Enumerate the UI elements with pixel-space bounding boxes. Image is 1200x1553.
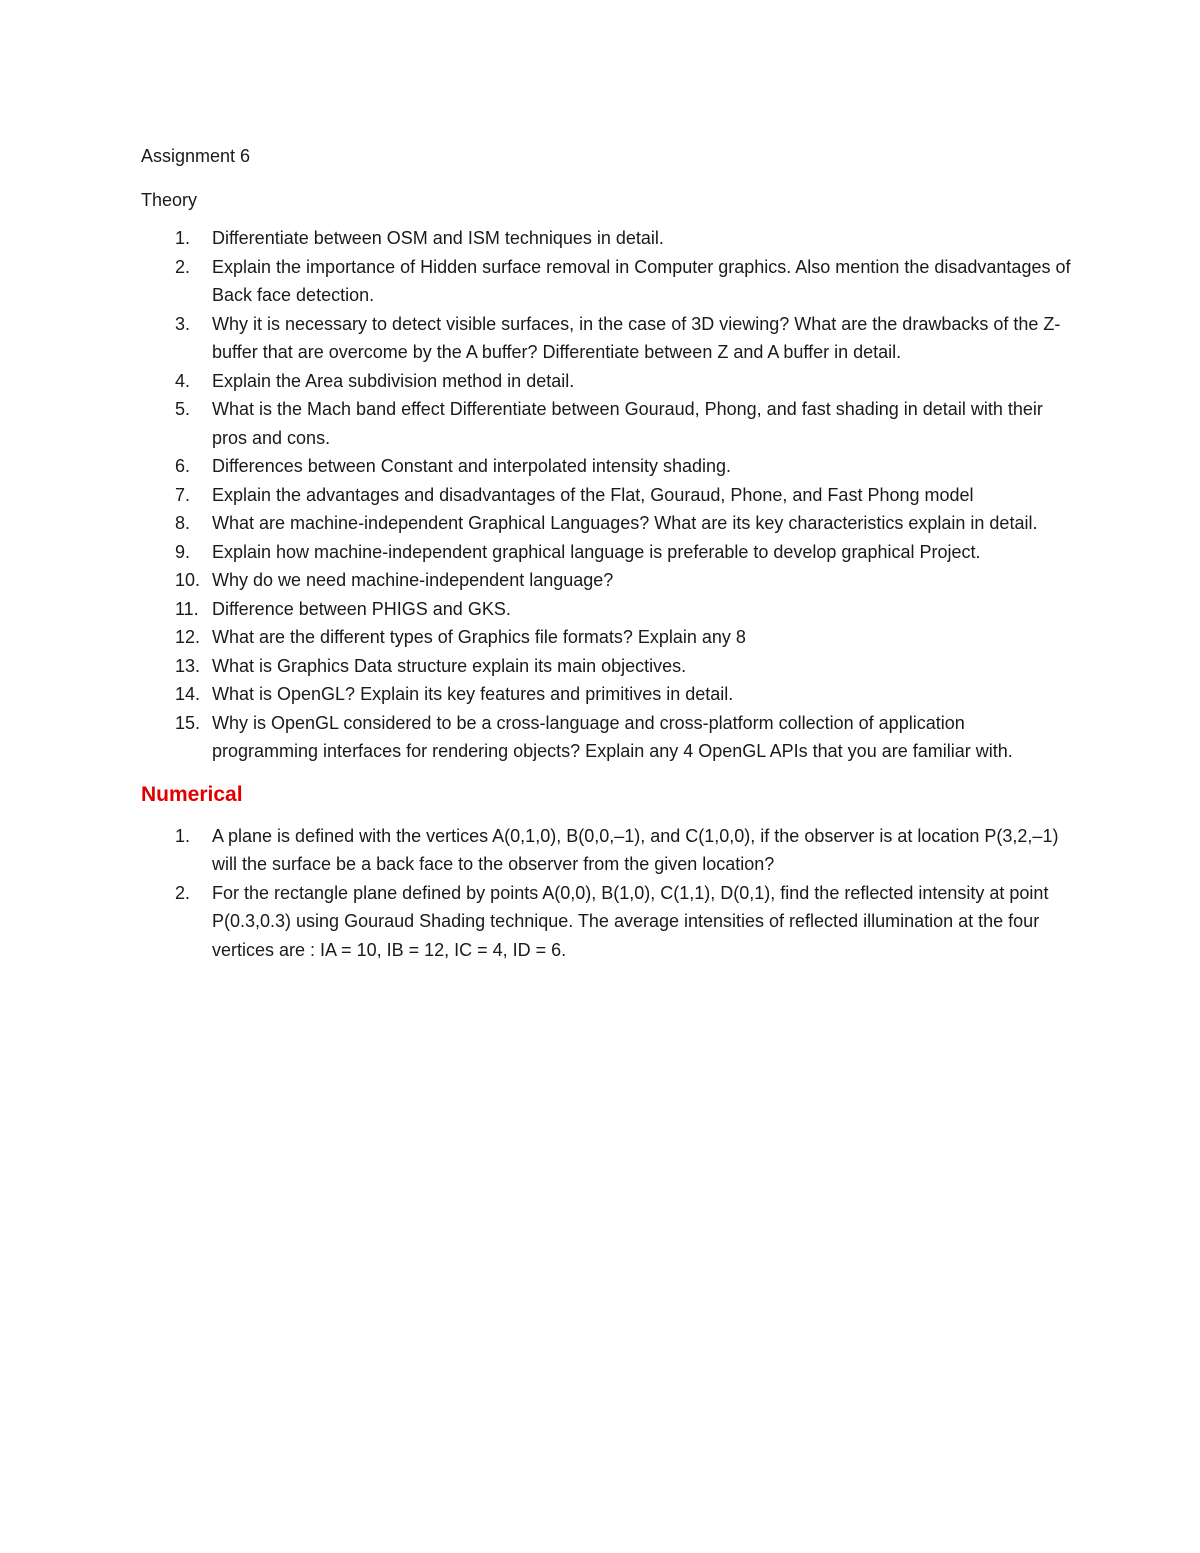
list-item [141, 481, 1071, 510]
question-number: 10. [175, 570, 201, 590]
question-text: What is the Mach band effect Differentiate between Gouraud, Phong, and fast shading in detail with their pros and cons. [212, 399, 1043, 448]
list-item [141, 538, 1071, 567]
document-body [141, 142, 1071, 974]
question-text: Explain the advantages and disadvantages of the Flat, Gouraud, Phone, and Fast Phong model [212, 484, 974, 505]
question-number: 9. [175, 541, 191, 562]
question-text: A plane is defined with the vertices A(0,1,0), B(0,0,–1), and C(1,0,0), if the observer is at location P(3,2,–1) will the surface be a back face to the observer from the given location? [212, 825, 1059, 874]
question-number: 1. [175, 228, 191, 248]
question-text: What are the different types of Graphics file formats? Explain any 8 [212, 627, 746, 647]
list-item [141, 652, 1071, 681]
document-title: Assignment 6 [141, 146, 251, 166]
numerical-question-list [141, 822, 1071, 965]
question-number: 4. [175, 370, 191, 391]
question-number: 2. [175, 882, 191, 903]
question-text: What is Graphics Data structure explain its main objectives. [212, 655, 687, 676]
question-text: Why is OpenGL considered to be a cross-language and cross-platform collection of application programming interfaces for rendering objects? Explain any 4 OpenGL APIs that you are familiar with. [212, 712, 1013, 761]
question-text: Differentiate between OSM and ISM techniques in detail. [212, 228, 664, 248]
question-text: Why it is necessary to detect visible surfaces, in the case of 3D viewing? What are the drawbacks of the Z-buffer that are overcome by the A buffer? Differentiate between Z and A buffer in detail. [212, 313, 1061, 362]
list-item [141, 595, 1071, 624]
list-item [141, 310, 1071, 367]
theory-section-label: Theory [141, 189, 198, 210]
question-number: 15. [175, 712, 201, 733]
question-number: 6. [175, 456, 191, 476]
question-number: 12. [175, 627, 201, 647]
question-text: Why do we need machine-independent language? [212, 570, 614, 590]
list-item [141, 253, 1071, 310]
question-text: For the rectangle plane defined by points A(0,0), B(1,0), C(1,1), D(0,1), find the reflected intensity at point P(0.3,0.3) using Gouraud Shading technique. The average intensities of reflected illumination at the four vertices are : IA = 10, IB = 12, IC = 4, ID = 6. [212, 882, 1049, 960]
question-text: What are machine-independent Graphical Languages? What are its key characteristics explain in detail. [212, 513, 1038, 533]
question-number: 5. [175, 399, 191, 419]
question-text: Difference between PHIGS and GKS. [212, 598, 511, 619]
list-item [141, 623, 1071, 652]
question-number: 3. [175, 313, 191, 334]
list-item [141, 509, 1071, 538]
list-item [141, 566, 1071, 595]
list-item [141, 879, 1071, 965]
theory-question-list [141, 224, 1071, 766]
list-item [141, 367, 1071, 396]
question-number: 1. [175, 825, 191, 846]
list-item [141, 452, 1071, 481]
question-number: 8. [175, 513, 191, 533]
question-text: Explain how machine-independent graphical language is preferable to develop graphical Project. [212, 541, 981, 562]
numerical-section-heading: Numerical [141, 782, 243, 806]
list-item [141, 709, 1071, 766]
list-item [141, 680, 1071, 709]
list-item [141, 395, 1071, 452]
question-number: 2. [175, 256, 191, 277]
list-item [141, 224, 1071, 253]
question-text: What is OpenGL? Explain its key features and primitives in detail. [212, 684, 734, 704]
question-number: 14. [175, 684, 201, 704]
question-number: 13. [175, 655, 201, 676]
question-text: Explain the Area subdivision method in detail. [212, 370, 575, 391]
list-item [141, 822, 1071, 879]
question-text: Differences between Constant and interpolated intensity shading. [212, 456, 732, 476]
question-number: 7. [175, 484, 191, 505]
question-text: Explain the importance of Hidden surface removal in Computer graphics. Also mention the disadvantages of Back face detection. [212, 256, 1071, 305]
question-number: 11. [175, 598, 199, 619]
